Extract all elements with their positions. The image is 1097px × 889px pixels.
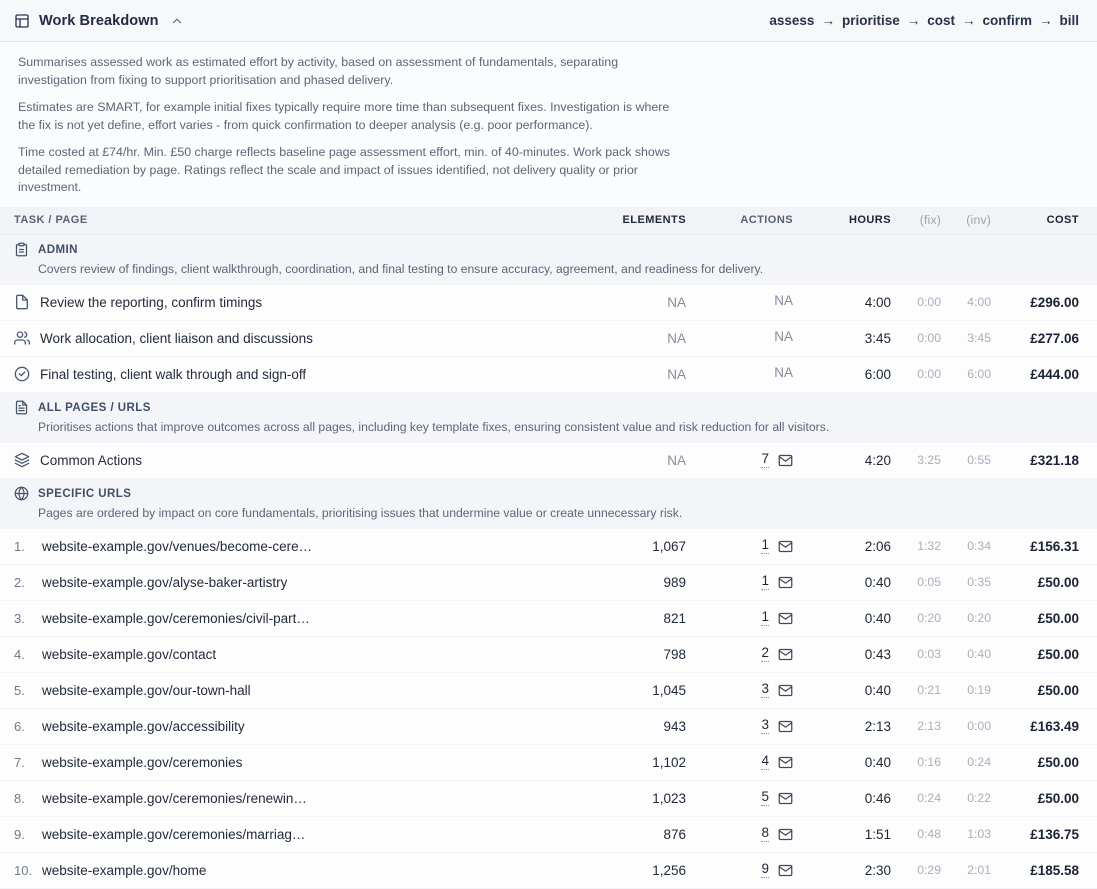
actions-count[interactable]: 3 (761, 718, 769, 735)
actions-count[interactable]: 8 (761, 826, 769, 843)
table-row (0, 529, 1097, 565)
inv-hours-cell: 0:34 (967, 539, 991, 553)
task-cell (14, 611, 594, 626)
cost-cell: £321.18 (1030, 452, 1079, 468)
section-header (0, 393, 1097, 443)
actions-cell (686, 610, 793, 627)
elements-cell: 876 (663, 826, 686, 842)
actions-count: NA (774, 329, 793, 345)
cost-cell: £50.00 (1037, 646, 1079, 662)
table-row (0, 853, 1097, 889)
task-label: website-example.gov/contact (42, 646, 217, 662)
mail-icon[interactable] (778, 755, 793, 770)
task-label: website-example.gov/our-town-hall (42, 682, 251, 698)
elements-cell: NA (667, 452, 686, 468)
cost-cell: £296.00 (1030, 294, 1079, 310)
cost-cell: £185.58 (1030, 862, 1079, 878)
breadcrumb-step-confirm[interactable]: confirm (982, 13, 1032, 28)
mail-icon[interactable] (778, 719, 793, 734)
cost-cell: £163.49 (1030, 718, 1079, 734)
actions-cell (686, 862, 793, 879)
task-cell (14, 863, 594, 878)
task-cell (14, 294, 594, 310)
elements-cell: 1,023 (652, 790, 686, 806)
elements-cell: 1,102 (652, 754, 686, 770)
elements-cell: NA (667, 366, 686, 382)
hours-cell: 2:06 (864, 538, 891, 554)
mail-icon[interactable] (778, 647, 793, 662)
elements-cell: NA (667, 330, 686, 346)
hours-cell: 0:46 (864, 790, 891, 806)
breadcrumb-arrow: → (961, 13, 976, 28)
breadcrumb-step-prioritise[interactable]: prioritise (841, 13, 900, 28)
topbar-title-group (14, 13, 184, 29)
hours-cell: 4:20 (864, 452, 891, 468)
actions-count[interactable]: 4 (761, 754, 769, 771)
actions-cell (686, 366, 793, 382)
cost-cell: £50.00 (1037, 754, 1079, 770)
actions-cell (686, 682, 793, 699)
row-number: 5. (14, 682, 25, 698)
inv-hours-cell: 4:00 (967, 295, 991, 309)
actions-cell (686, 718, 793, 735)
mail-icon[interactable] (778, 453, 793, 468)
breadcrumb-step-bill[interactable]: bill (1059, 13, 1079, 28)
section-description: Prioritises actions that improve outcomes across all pages, including key template fixes, ensuring consistent value and risk reduction for all visitors. (38, 419, 830, 434)
task-cell (14, 452, 594, 468)
elements-cell: 821 (663, 610, 686, 626)
inv-hours-cell: 2:01 (967, 863, 991, 877)
actions-cell (686, 538, 793, 555)
table-header-row (0, 207, 1097, 235)
actions-count[interactable]: 1 (761, 610, 769, 627)
actions-cell (686, 826, 793, 843)
table-row (0, 637, 1097, 673)
inv-hours-cell: 1:03 (967, 827, 991, 841)
fix-hours-cell: 0:48 (917, 827, 941, 841)
actions-cell (686, 294, 793, 310)
page-title: Work Breakdown (39, 12, 159, 29)
row-number: 3. (14, 610, 25, 626)
task-cell (14, 330, 594, 346)
intro-paragraph-1: Summarises assessed work as estimated effort by activity, based on assessment of fundamentals, separating investigation from fixing to support prioritisation and phased delivery. (18, 55, 619, 87)
actions-count[interactable]: 2 (761, 646, 769, 663)
inv-hours-cell: 0:35 (967, 575, 991, 589)
task-cell (14, 647, 594, 662)
inv-hours-cell: 0:19 (967, 683, 991, 697)
table-row (0, 285, 1097, 321)
inv-hours-cell: 0:00 (967, 719, 991, 733)
elements-cell: 989 (663, 574, 686, 590)
hours-cell: 0:40 (864, 574, 891, 590)
table-row (0, 357, 1097, 393)
actions-count[interactable]: 5 (761, 790, 769, 807)
elements-cell: 798 (663, 646, 686, 662)
task-label: Final testing, client walk through and sign-off (40, 366, 307, 382)
task-label: website-example.gov/accessibility (42, 718, 245, 734)
task-label: website-example.gov/ceremonies (42, 754, 243, 770)
table-row (0, 565, 1097, 601)
task-label: Work allocation, client liaison and discussions (40, 330, 313, 346)
row-number: 4. (14, 646, 25, 662)
table-section (0, 479, 1097, 889)
inv-hours-cell: 3:45 (967, 331, 991, 345)
intro-paragraph-3: Time costed at £74/hr. Min. £50 charge reflects baseline page assessment effort, min. of 40-minutes. Work pack shows detailed remediation by page. Ratings reflect the scale and impact of issues identified, not delivery quality or prior investment. (18, 145, 670, 194)
task-cell (14, 366, 594, 382)
breadcrumb-step-cost[interactable]: cost (927, 13, 955, 28)
table-row (0, 745, 1097, 781)
actions-count[interactable]: 7 (761, 452, 769, 469)
inv-hours-cell: 0:20 (967, 611, 991, 625)
inv-hours-cell: 0:24 (967, 755, 991, 769)
task-cell (14, 755, 594, 770)
section-header (0, 235, 1097, 285)
fix-hours-cell: 2:13 (917, 719, 941, 733)
inv-hours-cell: 0:55 (967, 453, 991, 467)
fix-hours-cell: 0:05 (917, 575, 941, 589)
cost-cell: £50.00 (1037, 610, 1079, 626)
hours-cell: 0:40 (864, 610, 891, 626)
hours-cell: 0:40 (864, 682, 891, 698)
table-row (0, 673, 1097, 709)
row-number: 7. (14, 754, 25, 770)
fix-hours-cell: 0:00 (917, 295, 941, 309)
row-number: 6. (14, 718, 25, 734)
hours-cell: 0:43 (864, 646, 891, 662)
cost-cell: £50.00 (1037, 790, 1079, 806)
table-row (0, 601, 1097, 637)
row-number: 9. (14, 826, 25, 842)
hours-cell: 6:00 (864, 366, 891, 382)
cost-cell: £136.75 (1030, 826, 1079, 842)
fix-hours-cell: 0:03 (917, 647, 941, 661)
elements-cell: NA (667, 294, 686, 310)
breadcrumb-arrow: → (906, 13, 921, 28)
task-cell (14, 539, 594, 554)
actions-count[interactable]: 9 (761, 862, 769, 879)
intro-text (0, 42, 1097, 207)
file-icon (14, 294, 30, 310)
actions-cell (686, 790, 793, 807)
hours-cell: 2:13 (864, 718, 891, 734)
breadcrumb-arrow: → (821, 13, 835, 28)
task-cell (14, 683, 594, 698)
mail-icon[interactable] (778, 827, 793, 842)
breadcrumb (769, 13, 1079, 28)
clipboard-icon (14, 242, 29, 257)
actions-cell (686, 452, 793, 469)
actions-cell (686, 646, 793, 663)
elements-cell: 1,067 (652, 538, 686, 554)
row-number: 8. (14, 790, 25, 806)
table-icon (14, 13, 30, 29)
hours-cell: 3:45 (864, 330, 891, 346)
fix-hours-cell: 0:24 (917, 791, 941, 805)
actions-cell (686, 330, 793, 346)
mail-icon[interactable] (778, 539, 793, 554)
column-header-task: TASK / PAGE (14, 214, 88, 226)
task-cell (14, 791, 594, 806)
breadcrumb-arrow: → (1039, 13, 1053, 28)
table-body (0, 235, 1097, 889)
hours-cell: 4:00 (864, 294, 891, 310)
cost-cell: £277.06 (1030, 330, 1079, 346)
fix-hours-cell: 0:16 (917, 755, 941, 769)
task-label: website-example.gov/ceremonies/marriag… (42, 826, 306, 842)
inv-hours-cell: 0:22 (967, 791, 991, 805)
mail-icon[interactable] (778, 863, 793, 878)
actions-cell (686, 574, 793, 591)
mail-icon[interactable] (778, 611, 793, 626)
intro-paragraph-2: Estimates are SMART, for example initial fixes typically require more time than subsequent fixes. Investigation is where the fix is not yet define, effort varies - from quick confirmation to deeper analysis (e.g. poor performance). (18, 100, 670, 132)
actions-count[interactable]: 3 (761, 682, 769, 699)
cost-cell: £444.00 (1030, 366, 1079, 382)
mail-icon[interactable] (778, 791, 793, 806)
fix-hours-cell: 3:25 (917, 453, 941, 467)
inv-hours-cell: 0:40 (967, 647, 991, 661)
column-header-elements: ELEMENTS (622, 214, 686, 226)
section-title: ADMIN (38, 243, 78, 256)
column-header-hours: HOURS (849, 214, 891, 226)
inv-hours-cell: 6:00 (967, 367, 991, 381)
task-label: website-example.gov/home (42, 862, 207, 878)
row-number: 2. (14, 574, 25, 590)
fix-hours-cell: 0:21 (917, 683, 941, 697)
column-header-actions: ACTIONS (740, 214, 793, 226)
column-header-cost: COST (1046, 214, 1079, 226)
chevron-up-icon[interactable] (170, 14, 184, 28)
users-icon (14, 330, 30, 346)
task-label: website-example.gov/ceremonies/civil-part… (42, 610, 310, 626)
task-label: Common Actions (40, 452, 143, 468)
layers-icon (14, 452, 30, 468)
table-row (0, 817, 1097, 853)
task-cell (14, 575, 594, 590)
table-section (0, 235, 1097, 393)
check-circle-icon (14, 366, 30, 382)
task-cell (14, 719, 594, 734)
cost-cell: £50.00 (1037, 574, 1079, 590)
cost-cell: £156.31 (1030, 538, 1079, 554)
file-text-icon (14, 400, 29, 415)
globe-icon (14, 486, 29, 501)
topbar (0, 0, 1097, 42)
task-label: website-example.gov/ceremonies/renewin… (42, 790, 307, 806)
fix-hours-cell: 0:00 (917, 367, 941, 381)
elements-cell: 1,256 (652, 862, 686, 878)
task-label: website-example.gov/venues/become-cere… (42, 538, 313, 554)
column-header-fix: (fix) (919, 213, 941, 227)
fix-hours-cell: 1:32 (917, 539, 941, 553)
actions-count[interactable]: 1 (761, 538, 769, 555)
column-header-inv: (inv) (966, 213, 991, 227)
mail-icon[interactable] (778, 683, 793, 698)
hours-cell: 0:40 (864, 754, 891, 770)
elements-cell: 943 (663, 718, 686, 734)
section-title: SPECIFIC URLS (38, 487, 132, 500)
section-description: Pages are ordered by impact on core fundamentals, prioritising issues that undermine value or create unnecessary risk. (38, 505, 683, 520)
table-row (0, 709, 1097, 745)
cost-cell: £50.00 (1037, 682, 1079, 698)
fix-hours-cell: 0:20 (917, 611, 941, 625)
elements-cell: 1,045 (652, 682, 686, 698)
row-number: 10. (14, 862, 33, 878)
mail-icon[interactable] (778, 575, 793, 590)
actions-count[interactable]: 1 (761, 574, 769, 591)
actions-count: NA (774, 365, 793, 381)
table-row (0, 443, 1097, 479)
actions-cell (686, 754, 793, 771)
task-label: Review the reporting, confirm timings (40, 294, 263, 310)
task-cell (14, 827, 594, 842)
hours-cell: 2:30 (864, 862, 891, 878)
table-row (0, 781, 1097, 817)
section-header (0, 479, 1097, 529)
table-row (0, 321, 1097, 357)
row-number: 1. (14, 538, 25, 554)
breadcrumb-step-assess[interactable]: assess (769, 13, 815, 28)
hours-cell: 1:51 (864, 826, 891, 842)
actions-count: NA (774, 293, 793, 309)
fix-hours-cell: 0:29 (917, 863, 941, 877)
section-title: ALL PAGES / URLS (38, 401, 151, 414)
task-label: website-example.gov/alyse-baker-artistry (42, 574, 288, 590)
fix-hours-cell: 0:00 (917, 331, 941, 345)
section-description: Covers review of findings, client walkthrough, coordination, and final testing to ensure accuracy, agreement, and readiness for delivery. (38, 261, 764, 276)
table-section (0, 393, 1097, 479)
